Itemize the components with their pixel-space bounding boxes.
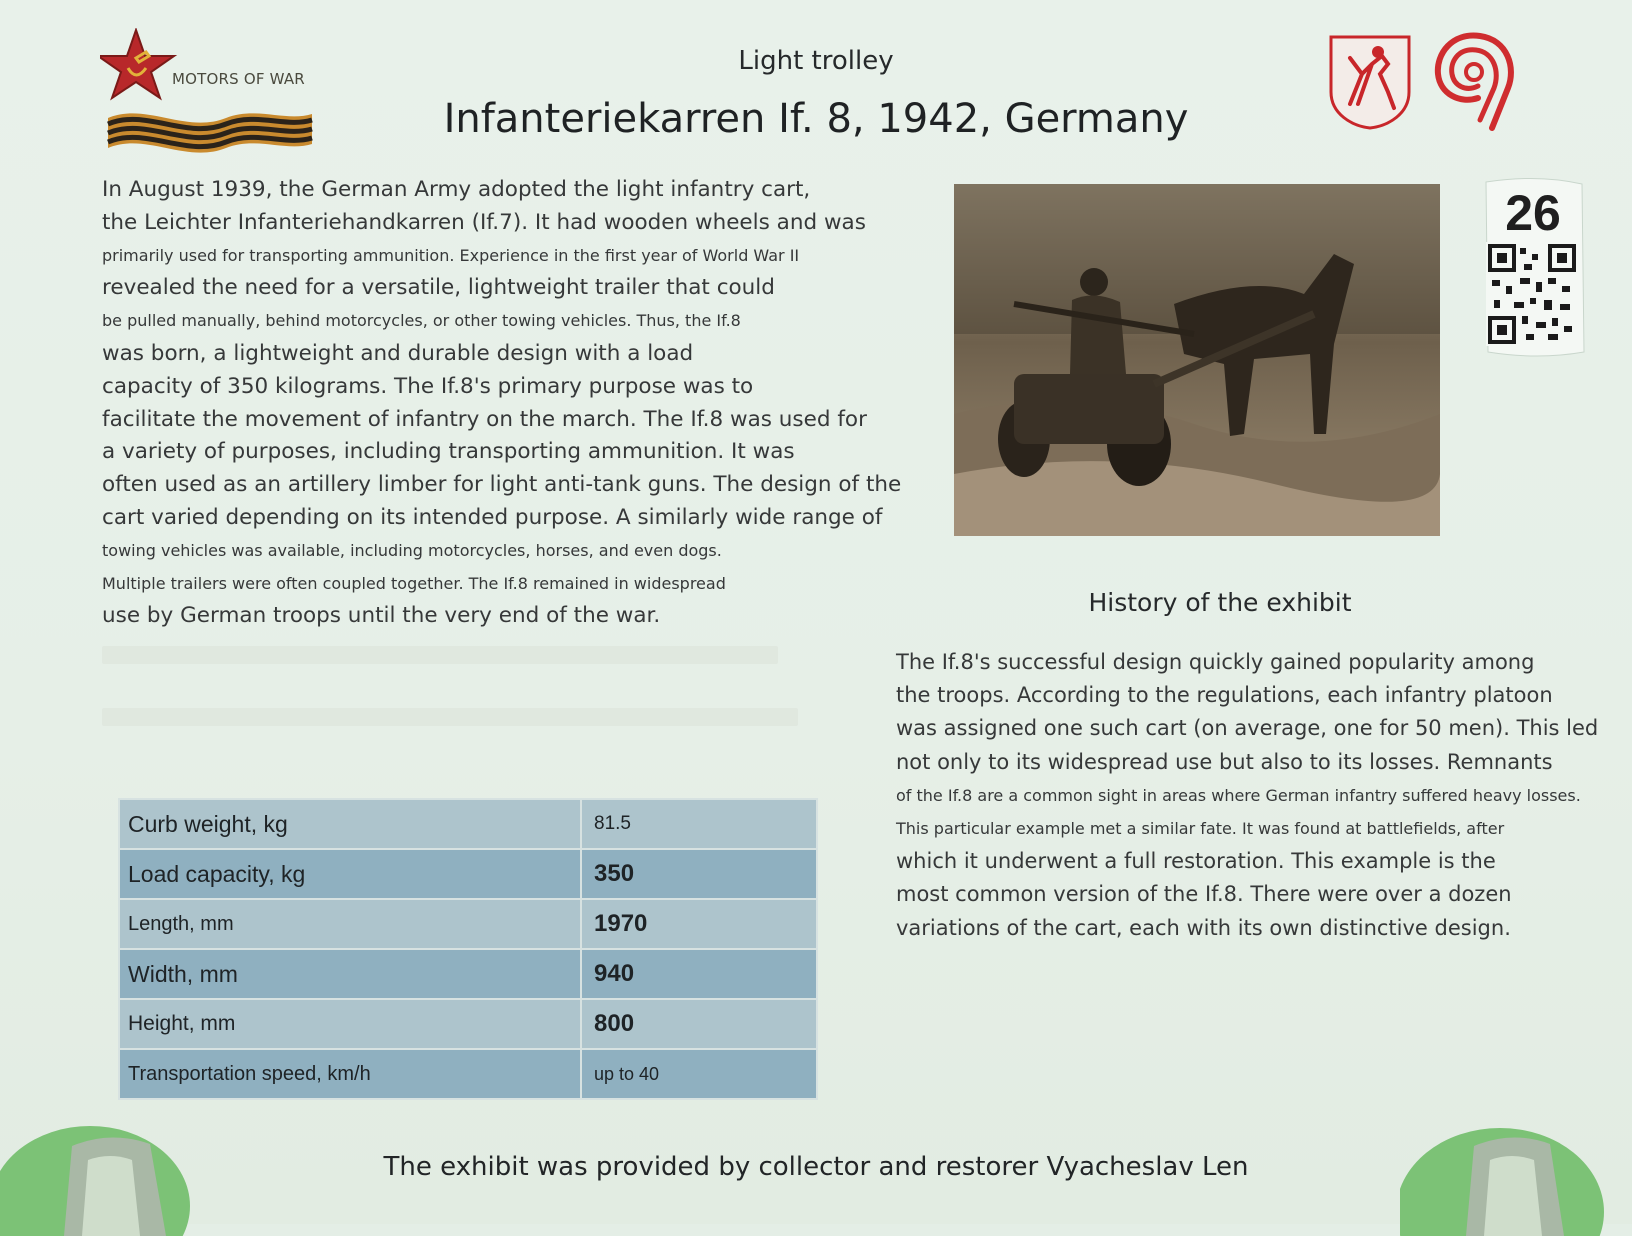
- table-row: [119, 949, 817, 999]
- brand-name: MOTORS OF WAR: [172, 70, 305, 88]
- history-line: of the If.8 are a common sight in areas where German infantry suffered heavy losses.: [896, 785, 1581, 805]
- description-text: [102, 174, 902, 633]
- table-row: [119, 849, 817, 899]
- table-row: [119, 999, 817, 1049]
- faded-line: [102, 708, 798, 726]
- table-row: [119, 899, 817, 949]
- history-line: not only to its widespread use but also to its losses. Remnants: [896, 749, 1553, 774]
- history-text: [896, 646, 1599, 945]
- description-line: often used as an artillery limber for light anti-tank guns. The design of the: [102, 472, 902, 498]
- spec-value: 800: [581, 999, 817, 1049]
- spec-value: 350: [581, 849, 817, 899]
- description-line: a variety of purposes, including transporting ammunition. It was: [102, 439, 795, 465]
- spec-value: 1970: [581, 899, 817, 949]
- history-line: This particular example met a similar fate. It was found at battlefields, after: [896, 819, 1505, 839]
- exhibit-number: 26: [1505, 185, 1561, 241]
- right-mount-clip: [1400, 1116, 1632, 1236]
- description-line: primarily used for transporting ammunition. Experience in the first year of World War II: [102, 245, 800, 265]
- spec-label: Curb weight, kg: [119, 799, 581, 849]
- victory-nine-logo-icon: [1430, 30, 1518, 134]
- description-line: be pulled manually, behind motorcycles, or other towing vehicles. Thus, the If.8: [102, 311, 741, 331]
- description-line: use by German troops until the very end of the war.: [102, 603, 661, 629]
- left-mount-clip: [0, 1116, 200, 1236]
- history-line: which it underwent a full restoration. This example is the: [896, 849, 1496, 874]
- spec-value: 81.5: [581, 799, 817, 849]
- table-row: [119, 1049, 817, 1099]
- history-line: variations of the cart, each with its own distinctive design.: [896, 915, 1511, 940]
- table-row: [119, 799, 817, 849]
- historical-photo: [954, 184, 1440, 536]
- qr-code-icon[interactable]: [1486, 242, 1578, 346]
- moscow-coat-of-arms-icon: [1328, 34, 1412, 130]
- spec-label: Transportation speed, km/h: [119, 1049, 581, 1099]
- description-line: was born, a lightweight and durable design with a load: [102, 340, 694, 366]
- description-line: facilitate the movement of infantry on the march. The If.8 was used for: [102, 406, 867, 432]
- exhibit-credit: The exhibit was provided by collector and restorer Vyacheslav Len: [383, 1152, 1249, 1182]
- description-line: capacity of 350 kilograms. The If.8's primary purpose was to: [102, 373, 754, 399]
- history-line: was assigned one such cart (on average, one for 50 men). This led: [896, 716, 1599, 741]
- exhibit-subtitle: Light trolley: [738, 46, 894, 76]
- spec-label: Load capacity, kg: [119, 849, 581, 899]
- specs-table: [118, 798, 818, 1100]
- faded-line: [102, 646, 778, 664]
- exhibit-tag: [1478, 176, 1588, 360]
- spec-label: Length, mm: [119, 899, 581, 949]
- history-line: most common version of the If.8. There were over a dozen: [896, 882, 1512, 907]
- description-line: the Leichter Infanteriehandkarren (If.7). It had wooden wheels and was: [102, 209, 866, 235]
- description-line: Multiple trailers were often coupled together. The If.8 remained in widespread: [102, 573, 726, 593]
- history-line: The If.8's successful design quickly gained popularity among: [896, 650, 1535, 674]
- description-line: In August 1939, the German Army adopted the light infantry cart,: [102, 177, 811, 202]
- history-line: the troops. According to the regulations, each infantry platoon: [896, 683, 1553, 708]
- description-line: cart varied depending on its intended purpose. A similarly wide range of: [102, 504, 883, 530]
- history-heading: History of the exhibit: [1088, 588, 1352, 617]
- spec-value: up to 40: [581, 1049, 817, 1099]
- spec-label: Width, mm: [119, 949, 581, 999]
- spec-value: 940: [581, 949, 817, 999]
- exhibit-title: Infanteriekarren If. 8, 1942, Germany: [443, 96, 1189, 142]
- description-line: revealed the need for a versatile, lightweight trailer that could: [102, 275, 775, 301]
- spec-label: Height, mm: [119, 999, 581, 1049]
- description-line: towing vehicles was available, including motorcycles, horses, and even dogs.: [102, 540, 722, 560]
